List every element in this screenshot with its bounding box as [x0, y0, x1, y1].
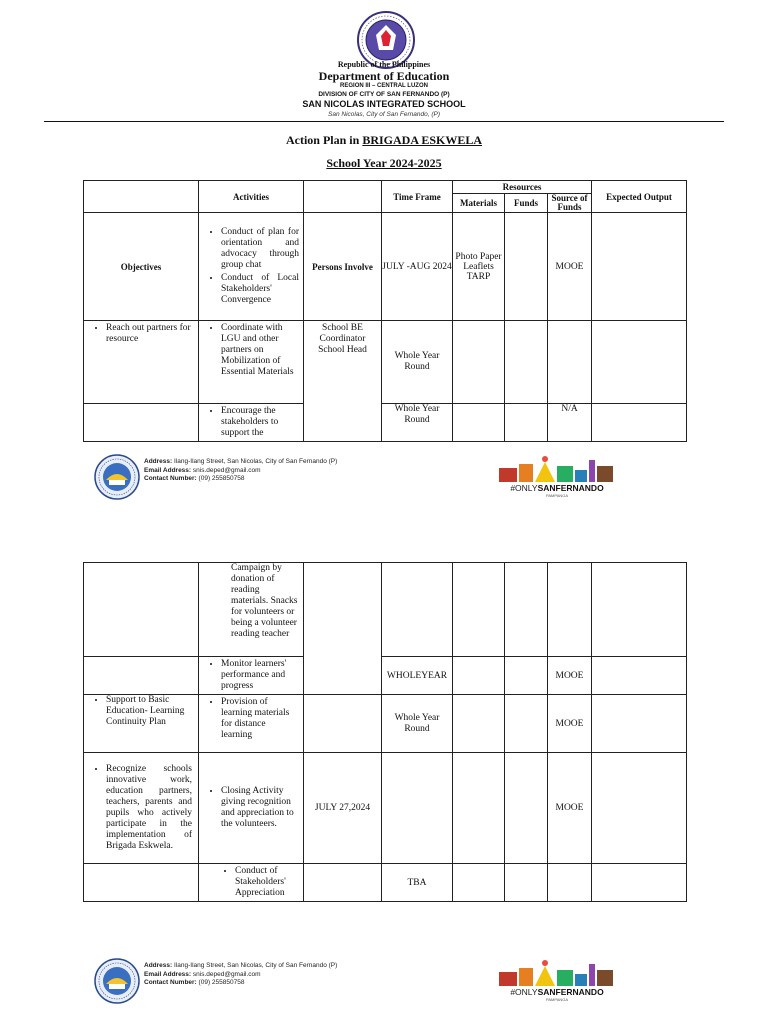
time-frame-cell — [382, 563, 453, 657]
col-materials: Materials — [453, 194, 505, 213]
school-logo — [94, 454, 140, 500]
page-footer — [92, 452, 632, 502]
brand-text — [497, 987, 617, 997]
col-source-of-funds: Source of Funds — [548, 194, 592, 213]
person-item: School Head — [318, 345, 367, 355]
time-frame-cell: Whole Year Round — [382, 695, 453, 753]
activity-item: • Monitor learners' performance and progress — [221, 659, 299, 692]
funds-cell — [505, 213, 548, 321]
material-item: Leaflets — [463, 261, 494, 272]
division-line: DIVISION OF CITY OF SAN FERNANDO (P) — [318, 91, 450, 98]
activity-cell — [199, 321, 304, 404]
activity-item: • Conduct of Stakeholders' Appreciation — [235, 866, 299, 899]
funds-cell — [505, 864, 548, 902]
source-cell: N/A — [548, 404, 592, 442]
source-cell — [548, 321, 592, 404]
time-frame-cell: JULY -AUG 2024 — [382, 213, 453, 321]
city-skyline-icon — [497, 454, 617, 484]
objective-cell — [84, 657, 199, 695]
activity-item: • Coordinate with LGU and other partners on Mobilization of Essential Materials — [221, 323, 299, 378]
only-san-fernando-logo — [497, 454, 617, 496]
persons-cell — [304, 695, 382, 753]
persons-cell — [304, 864, 382, 902]
col-activities: Activities — [199, 181, 304, 213]
materials-cell — [453, 753, 505, 864]
brand-hash: #ONLY — [510, 987, 538, 997]
funds-cell — [505, 695, 548, 753]
materials-cell — [453, 404, 505, 442]
activity-cell — [199, 695, 304, 753]
source-cell: MOOE — [548, 695, 592, 753]
source-cell — [548, 563, 592, 657]
materials-cell — [453, 695, 505, 753]
col-persons-involve: Persons Involve — [304, 213, 382, 321]
objective-item: • Reach out partners for resource — [106, 323, 192, 345]
activity-item: • Closing Activity giving recognition and appreciation to the volunteers. — [221, 786, 299, 830]
brand-text — [497, 483, 617, 493]
activity-cell — [199, 864, 304, 902]
source-cell: MOOE — [548, 213, 592, 321]
persons-cell — [304, 321, 382, 442]
address-value: Ilang-Ilang Street, San Nicolas, City of San Fernando (P) — [174, 962, 338, 969]
expected-output-cell — [592, 695, 687, 753]
time-frame-cell: WHOLEYEAR — [382, 657, 453, 695]
activity-item: • Conduct of Local Stakeholders' Convergence — [221, 273, 299, 306]
col-time-frame: Time Frame — [382, 181, 453, 213]
plan-title-prefix: Action Plan in — [285, 133, 363, 147]
activity-cell — [199, 404, 304, 442]
footer-contact-info — [144, 458, 337, 484]
materials-cell — [453, 563, 505, 657]
email-value: snis.deped@gmail.com — [192, 970, 261, 978]
expected-output-cell — [592, 563, 687, 657]
time-frame-cell: Whole Year Round — [382, 404, 453, 442]
materials-cell — [453, 213, 505, 321]
expected-output-cell — [592, 213, 687, 321]
republic-line: Republic of the Philippines — [337, 60, 431, 69]
materials-cell — [453, 321, 505, 404]
header-divider — [44, 121, 724, 122]
objective-item: • Recognize schools innovative work, education partners, teachers, parents and pupils who actively participate in the implementation of Brigada Eskwela. — [106, 764, 192, 852]
brand-hash: #ONLY — [510, 483, 538, 493]
source-cell — [548, 864, 592, 902]
department-line: Department of Education — [318, 69, 450, 83]
blank-header-cell — [304, 181, 382, 213]
activity-item: • Encourage the stakeholders to support the — [221, 406, 299, 439]
contact-value: (09) 255850758 — [198, 475, 245, 482]
persons-cell — [304, 563, 382, 695]
funds-cell — [505, 563, 548, 657]
school-year-title: School Year 2024-2025 — [326, 156, 442, 170]
address-label: Address: — [144, 962, 173, 969]
time-frame-cell — [382, 753, 453, 864]
activity-item: • Conduct of plan for orientation and advocacy through group chat — [221, 227, 299, 271]
funds-cell — [505, 321, 548, 404]
school-name: SAN NICOLAS INTEGRATED SCHOOL — [302, 99, 466, 109]
page-footer — [92, 956, 632, 1006]
col-resources: Resources — [453, 181, 592, 194]
time-frame-cell: TBA — [382, 864, 453, 902]
plan-title — [0, 133, 768, 148]
activity-cell — [199, 213, 304, 321]
address-value: Ilang-Ilang Street, San Nicolas, City of San Fernando (P) — [174, 458, 338, 465]
contact-value: (09) 255850758 — [198, 979, 245, 986]
expected-output-cell — [592, 657, 687, 695]
blank-header-cell — [84, 181, 199, 213]
address-label: Address: — [144, 458, 173, 465]
funds-cell — [505, 753, 548, 864]
materials-cell — [453, 864, 505, 902]
objective-cell — [84, 563, 199, 657]
action-plan-table-page1 — [83, 180, 687, 442]
objective-cell — [84, 321, 199, 404]
objective-cell — [84, 753, 199, 864]
email-label: Email Address: — [144, 466, 192, 474]
plan-title-program: BRIGADA ESKWELA — [362, 133, 483, 147]
expected-output-cell — [592, 753, 687, 864]
region-line: REGION III – CENTRAL LUZON — [340, 83, 428, 89]
activity-cell — [199, 753, 304, 864]
time-frame-cell: Whole Year Round — [382, 321, 453, 404]
only-san-fernando-logo — [497, 958, 617, 1000]
email-value: snis.deped@gmail.com — [192, 466, 261, 474]
action-plan-table-page2 — [83, 562, 687, 902]
objective-item: • Support to Basic Education- Learning Continuity Plan — [106, 695, 192, 728]
email-label: Email Address: — [144, 970, 192, 978]
brand-name: SANFERNANDO — [537, 483, 604, 493]
material-item: Photo Paper — [455, 251, 502, 262]
materials-cell — [453, 657, 505, 695]
city-skyline-icon — [497, 958, 617, 988]
activity-item: • Provision of learning materials for distance learning — [221, 697, 299, 741]
expected-output-cell — [592, 404, 687, 442]
funds-cell — [505, 657, 548, 695]
funds-cell — [505, 404, 548, 442]
col-objectives: Objectives — [84, 213, 199, 321]
person-item: School BE Coordinator — [319, 323, 366, 344]
expected-output-cell — [592, 321, 687, 404]
school-logo — [94, 958, 140, 1004]
brand-name: SANFERNANDO — [537, 987, 604, 997]
source-cell: MOOE — [548, 657, 592, 695]
objective-cell — [84, 864, 199, 902]
brand-sub: PAMPANGA — [545, 997, 569, 1002]
footer-contact-info — [144, 962, 337, 988]
objective-cell — [84, 404, 199, 442]
contact-label: Contact Number: — [144, 979, 197, 986]
persons-cell: JULY 27,2024 — [304, 753, 382, 864]
source-cell: MOOE — [548, 753, 592, 864]
contact-label: Contact Number: — [144, 475, 197, 482]
school-address: San Nicolas, City of San Fernando, (P) — [328, 111, 440, 118]
expected-output-cell — [592, 864, 687, 902]
activity-continuation-cell: Campaign by donation of reading materials. Snacks for volunteers or being a volunteer reading teacher — [199, 563, 304, 657]
objective-cell — [84, 695, 199, 753]
col-expected-output: Expected Output — [592, 181, 687, 213]
material-item: TARP — [466, 271, 491, 282]
col-funds: Funds — [505, 194, 548, 213]
activity-cell — [199, 657, 304, 695]
brand-sub: PAMPANGA — [545, 493, 569, 498]
